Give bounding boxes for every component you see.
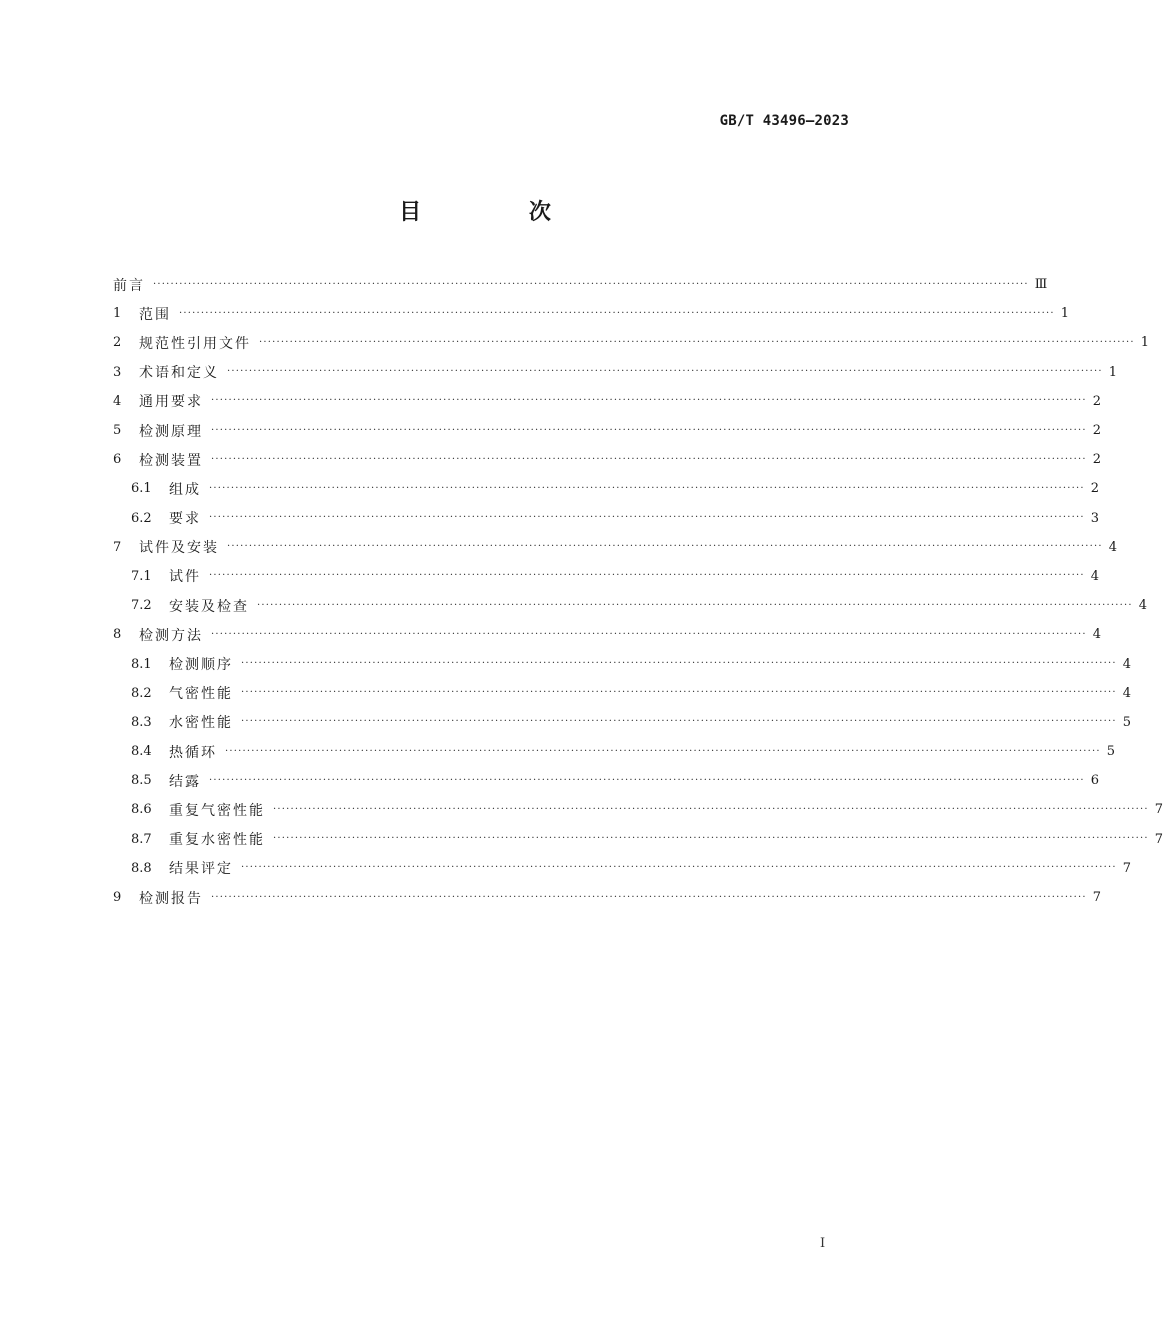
toc-entry-number: 8.4 bbox=[131, 744, 152, 760]
toc-entry-label: 试件 bbox=[169, 569, 201, 586]
toc-entry-page: 2 bbox=[1092, 423, 1102, 439]
toc-entry-label: 通用要求 bbox=[139, 394, 203, 411]
toc-dot-leader: ········································································································································································································ bbox=[259, 336, 1135, 348]
toc-entry-label: 规范性引用文件 bbox=[139, 335, 251, 352]
toc-entry-label: 结露 bbox=[169, 773, 201, 790]
toc-entry[interactable] bbox=[113, 270, 1048, 299]
toc-entry-number: 3 bbox=[113, 364, 122, 380]
toc-entry[interactable] bbox=[113, 445, 1102, 474]
toc-entry-page: 4 bbox=[1108, 539, 1118, 555]
toc-entry-page: 5 bbox=[1106, 744, 1116, 760]
toc-dot-leader: ········································································································································································································ bbox=[241, 716, 1117, 728]
toc-entry-page: 2 bbox=[1092, 452, 1102, 468]
toc-dot-leader: ········································································································································································································ bbox=[209, 774, 1085, 786]
toc-entry-page: 1 bbox=[1060, 306, 1070, 322]
toc-entry[interactable] bbox=[113, 562, 1100, 591]
toc-entry-label: 检测方法 bbox=[139, 627, 203, 644]
toc-entry-number: 1 bbox=[113, 306, 122, 322]
toc-entry-label: 检测报告 bbox=[139, 890, 203, 907]
toc-entry-number: 5 bbox=[113, 423, 122, 439]
toc-dot-leader: ········································································································································································································ bbox=[241, 862, 1117, 874]
toc-entry-page: 4 bbox=[1122, 656, 1132, 672]
toc-entry[interactable] bbox=[113, 883, 1102, 912]
toc-entry[interactable] bbox=[113, 854, 1132, 883]
toc-entry[interactable] bbox=[113, 737, 1116, 766]
toc-dot-leader: ········································································································································································································ bbox=[227, 366, 1103, 378]
toc-entry-page: 4 bbox=[1092, 627, 1102, 643]
toc-entry-label: 检测顺序 bbox=[169, 657, 233, 674]
toc-entry[interactable] bbox=[113, 825, 1163, 854]
toc-entry-label: 要求 bbox=[169, 511, 201, 528]
toc-dot-leader: ········································································································································································································ bbox=[211, 453, 1087, 465]
toc-entry-page: 6 bbox=[1090, 773, 1100, 789]
toc-entry[interactable] bbox=[113, 387, 1102, 416]
toc-entry-number: 6 bbox=[113, 452, 122, 468]
toc-entry-number: 8.1 bbox=[131, 656, 152, 672]
toc-dot-leader: ········································································································································································································ bbox=[209, 570, 1085, 582]
toc-entry-page: 4 bbox=[1090, 568, 1100, 584]
toc-dot-leader: ········································································································································································································ bbox=[179, 307, 1055, 319]
toc-entry-label: 水密性能 bbox=[169, 715, 233, 732]
toc-entry-page: 7 bbox=[1154, 802, 1163, 818]
toc-dot-leader: ········································································································································································································ bbox=[257, 599, 1133, 611]
toc-entry-page: 4 bbox=[1138, 598, 1148, 614]
toc-entry[interactable] bbox=[113, 533, 1118, 562]
table-of-contents bbox=[113, 270, 1163, 912]
toc-entry[interactable] bbox=[113, 328, 1150, 357]
toc-entry-label: 重复水密性能 bbox=[169, 832, 265, 849]
toc-entry-number: 7.2 bbox=[131, 598, 152, 614]
toc-entry-page: 1 bbox=[1140, 335, 1150, 351]
toc-entry-number: 8.5 bbox=[131, 773, 152, 789]
toc-entry-label: 安装及检查 bbox=[169, 598, 249, 615]
standard-number: GB/T 43496—2023 bbox=[719, 113, 849, 129]
toc-entry-label: 检测装置 bbox=[139, 452, 203, 469]
toc-entry-number: 9 bbox=[113, 890, 122, 906]
toc-dot-leader: ········································································································································································································ bbox=[211, 395, 1087, 407]
toc-entry-label: 重复气密性能 bbox=[169, 802, 265, 819]
toc-entry-label: 热循环 bbox=[169, 744, 217, 761]
toc-entry-number: 8.8 bbox=[131, 860, 152, 876]
toc-entry-page: 4 bbox=[1122, 685, 1132, 701]
toc-entry[interactable] bbox=[113, 649, 1132, 678]
toc-entry-label: 试件及安装 bbox=[139, 540, 219, 557]
toc-entry-number: 8 bbox=[113, 627, 122, 643]
page-title: 目 次 bbox=[399, 200, 601, 225]
toc-dot-leader: ········································································································································································································ bbox=[225, 745, 1101, 757]
toc-dot-leader: ········································································································································································································ bbox=[211, 424, 1087, 436]
toc-entry-label: 范围 bbox=[139, 306, 171, 323]
toc-dot-leader: ········································································································································································································ bbox=[241, 687, 1117, 699]
toc-entry[interactable] bbox=[113, 299, 1070, 328]
toc-dot-leader: ········································································································································································································ bbox=[209, 512, 1085, 524]
toc-dot-leader: ········································································································································································································ bbox=[273, 803, 1149, 815]
toc-entry-number: 2 bbox=[113, 335, 122, 351]
toc-entry-label: 组成 bbox=[169, 481, 201, 498]
toc-entry[interactable] bbox=[113, 416, 1102, 445]
toc-entry-page: 7 bbox=[1154, 831, 1163, 847]
toc-entry-number: 4 bbox=[113, 393, 122, 409]
toc-entry-number: 8.3 bbox=[131, 714, 152, 730]
toc-entry-page: Ⅲ bbox=[1034, 277, 1048, 293]
toc-entry[interactable] bbox=[113, 504, 1100, 533]
toc-entry-page: 3 bbox=[1090, 510, 1100, 526]
toc-entry-page: 7 bbox=[1092, 890, 1102, 906]
toc-entry-number: 8.7 bbox=[131, 831, 152, 847]
toc-entry-page: 1 bbox=[1108, 364, 1118, 380]
toc-dot-leader: ········································································································································································································ bbox=[211, 891, 1087, 903]
toc-entry[interactable] bbox=[113, 766, 1100, 795]
toc-entry-number: 8.2 bbox=[131, 685, 152, 701]
toc-entry[interactable] bbox=[113, 679, 1132, 708]
toc-entry-number: 8.6 bbox=[131, 802, 152, 818]
toc-entry[interactable] bbox=[113, 591, 1148, 620]
toc-entry-number: 6.2 bbox=[131, 510, 152, 526]
toc-entry[interactable] bbox=[113, 708, 1132, 737]
toc-entry-number: 7 bbox=[113, 539, 122, 555]
toc-entry[interactable] bbox=[113, 795, 1163, 824]
toc-entry[interactable] bbox=[113, 474, 1100, 503]
toc-dot-leader: ········································································································································································································ bbox=[241, 658, 1117, 670]
toc-entry-number: 7.1 bbox=[131, 568, 152, 584]
toc-dot-leader: ········································································································································································································ bbox=[209, 482, 1085, 494]
toc-dot-leader: ········································································································································································································ bbox=[227, 541, 1103, 553]
page-number: I bbox=[820, 1236, 826, 1251]
toc-dot-leader: ········································································································································································································ bbox=[211, 628, 1087, 640]
toc-entry[interactable] bbox=[113, 620, 1102, 649]
toc-entry-page: 5 bbox=[1122, 714, 1132, 730]
toc-entry-label: 前言 bbox=[113, 277, 145, 294]
toc-entry-label: 气密性能 bbox=[169, 686, 233, 703]
toc-entry-number: 6.1 bbox=[131, 481, 152, 497]
toc-entry[interactable] bbox=[113, 358, 1118, 387]
toc-dot-leader: ········································································································································································································ bbox=[153, 278, 1029, 290]
toc-entry-page: 7 bbox=[1122, 860, 1132, 876]
toc-entry-label: 检测原理 bbox=[139, 423, 203, 440]
toc-entry-label: 结果评定 bbox=[169, 861, 233, 878]
toc-entry-page: 2 bbox=[1090, 481, 1100, 497]
toc-entry-label: 术语和定义 bbox=[139, 365, 219, 382]
toc-dot-leader: ········································································································································································································ bbox=[273, 833, 1149, 845]
toc-entry-page: 2 bbox=[1092, 393, 1102, 409]
